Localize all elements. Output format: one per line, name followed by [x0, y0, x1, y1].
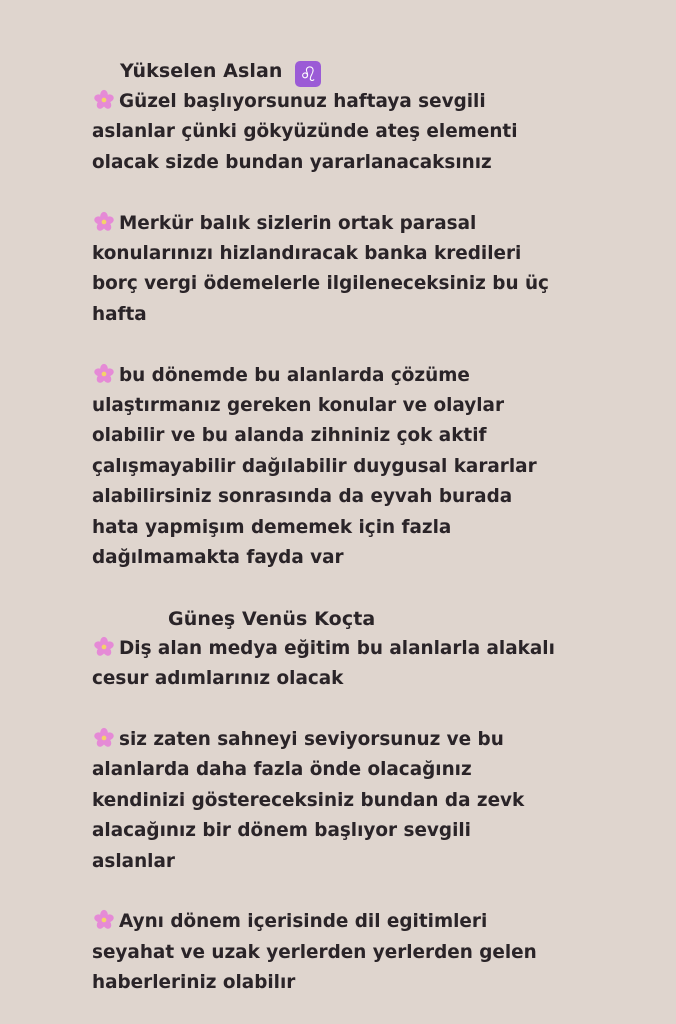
text-line: bu dönemde bu alanlarda çözüme	[92, 361, 652, 391]
text-line: ulaştırmanız gereken konular ve olaylar	[92, 395, 505, 417]
paragraph	[92, 361, 652, 574]
text-line: konularınızı hizlandıracak banka kredileri	[92, 243, 522, 265]
paragraph	[92, 725, 652, 877]
cherry-blossom-icon	[92, 89, 116, 111]
text-line: dağılmamakta fayda var	[92, 547, 344, 569]
cherry-blossom-icon	[92, 211, 116, 233]
text-line: alacağınız bir dönem başlıyor sevgili	[92, 820, 471, 842]
text-line: kendinizi göstereceksiniz bundan da zevk	[92, 789, 525, 811]
text-line: çalışmayabilir dağılabilir duygusal kararlar	[92, 455, 537, 477]
text-line: olacak sizde bundan yararlanacaksınız	[92, 151, 492, 173]
text-line: Merkür balık sizlerin ortak parasal	[92, 209, 652, 239]
heading-text: Güneş Venüs Koçta	[168, 607, 376, 630]
heading-text: Yükselen Aslan	[120, 60, 283, 82]
text-line: siz zaten sahneyi seviyorsunuz ve bu	[92, 725, 652, 755]
paragraph	[92, 907, 652, 998]
text-line: borç vergi ödemelerle ilgileneceksiniz bu üç	[92, 273, 549, 295]
text-line: Güzel başlıyorsunuz haftaya sevgili	[92, 87, 652, 117]
text-line: seyahat ve uzak yerlerden yerlerden gelen	[92, 941, 537, 963]
text-line: Diş alan medya eğitim bu alanlarla alakalı	[92, 634, 652, 664]
cherry-blossom-icon	[92, 363, 116, 385]
cherry-blossom-icon	[92, 636, 116, 658]
text-line: alanlarda daha fazla önde olacağınız	[92, 759, 472, 781]
text-line: Aynı dönem içerisinde dil egitimleri	[92, 907, 652, 937]
cherry-blossom-icon	[92, 909, 116, 931]
paragraph	[92, 87, 652, 178]
text-line: olabilir ve bu alanda zihniniz çok aktif	[92, 425, 487, 447]
section-heading-gunes-venus-kocta	[92, 604, 652, 634]
text-line: haberleriniz olabilır	[92, 972, 296, 994]
leo-sign-icon: ♌	[295, 61, 321, 87]
paragraph	[92, 634, 652, 695]
story-text	[92, 56, 652, 999]
text-line: hafta	[92, 303, 147, 325]
text-line: aslanlar	[92, 850, 175, 872]
text-line: aslanlar çünki gökyüzünde ateş elementi	[92, 121, 518, 143]
cherry-blossom-icon	[92, 727, 116, 749]
section-heading-yukselen-aslan	[92, 56, 652, 87]
text-line: hata yapmişım dememek için fazla	[92, 516, 452, 538]
paragraph	[92, 209, 652, 331]
text-line: alabilirsiniz sonrasında da eyvah burada	[92, 486, 513, 508]
text-line: cesur adımlarınız olacak	[92, 668, 344, 690]
